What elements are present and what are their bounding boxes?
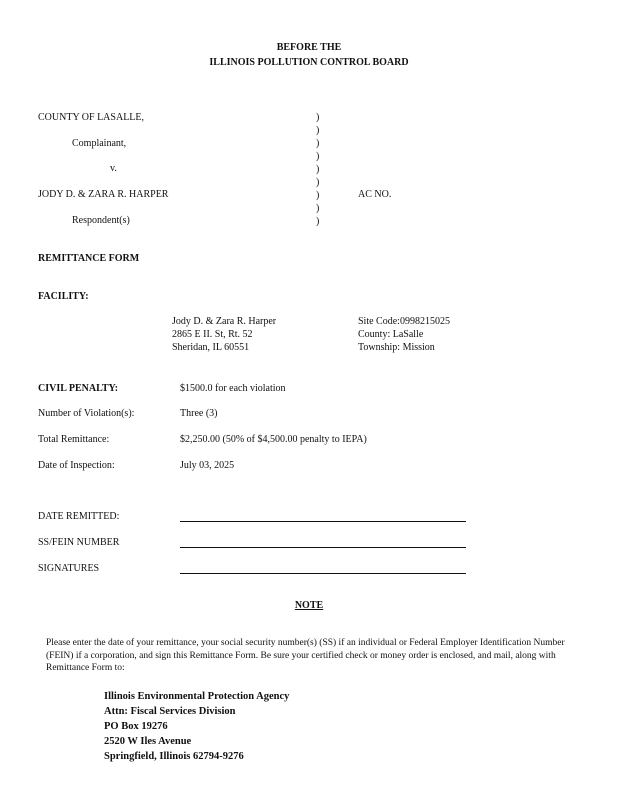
form-title: REMITTANCE FORM xyxy=(38,253,140,264)
ac-number-label: AC NO. xyxy=(358,189,392,200)
total-remittance-label: Total Remittance: xyxy=(38,434,110,445)
inspection-date-value: July 03, 2025 xyxy=(180,460,235,471)
caption-paren: ) xyxy=(316,151,320,162)
caption-paren: ) xyxy=(316,203,320,214)
civil-penalty-label: CIVIL PENALTY: xyxy=(38,383,119,394)
respondent-label: Respondent(s) xyxy=(72,215,130,226)
inspection-date-label: Date of Inspection: xyxy=(38,460,115,471)
county-name: COUNTY OF LASALLE, xyxy=(38,112,145,123)
facility-label: FACILITY: xyxy=(38,291,89,302)
date-remitted-label: DATE REMITTED: xyxy=(38,511,120,522)
caption-paren: ) xyxy=(316,216,320,227)
respondent-names: JODY D. & ZARA R. HARPER xyxy=(38,189,169,200)
signatures-label: SIGNATURES xyxy=(38,563,100,574)
address-line-4: 2520 W Iles Avenue xyxy=(104,736,192,747)
address-line-1: Illinois Environmental Protection Agency xyxy=(104,691,290,702)
site-code: Site Code:0998215025 xyxy=(358,316,450,327)
note-text: Please enter the date of your remittance, your social security number(s) (SS) if an individual or Federal Employer Identification Number (FEIN) if a corporation, and sign this Remittance Form. Be sure your certified check or money order is enclosed, and mail, along with Remittance Form to: xyxy=(46,638,565,674)
caption-paren: ) xyxy=(316,177,320,188)
address-line-2: Attn: Fiscal Services Division xyxy=(104,706,236,717)
total-remittance-value: $2,250.00 (50% of $4,500.00 penalty to IEPA) xyxy=(180,434,367,445)
header-line-1: BEFORE THE xyxy=(276,42,342,53)
caption-paren: ) xyxy=(316,112,320,123)
facility-street: 2865 E II. St, Rt. 52 xyxy=(172,329,253,340)
note-title: NOTE xyxy=(294,600,324,611)
address-line-5: Springfield, Illinois 62794-9276 xyxy=(104,751,244,762)
facility-name: Jody D. & Zara R. Harper xyxy=(172,316,277,327)
address-line-3: PO Box 19276 xyxy=(104,721,168,732)
complainant-label: Complainant, xyxy=(72,138,127,149)
versus-label: v. xyxy=(110,163,117,174)
caption-paren: ) xyxy=(316,164,320,175)
facility-county: County: LaSalle xyxy=(358,329,424,340)
facility-township: Township: Mission xyxy=(358,342,435,353)
date-remitted-field[interactable] xyxy=(180,521,466,522)
header-line-2: ILLINOIS POLLUTION CONTROL BOARD xyxy=(209,57,409,68)
civil-penalty-value: $1500.0 for each violation xyxy=(180,383,286,394)
caption-paren: ) xyxy=(316,190,320,201)
violations-value: Three (3) xyxy=(180,408,218,419)
violations-label: Number of Violation(s): xyxy=(38,408,135,419)
ssfein-label: SS/FEIN NUMBER xyxy=(38,537,120,548)
ssfein-field[interactable] xyxy=(180,547,466,548)
signature-field[interactable] xyxy=(180,573,466,574)
caption-paren: ) xyxy=(316,125,320,136)
caption-paren: ) xyxy=(316,138,320,149)
facility-city: Sheridan, IL 60551 xyxy=(172,342,250,353)
